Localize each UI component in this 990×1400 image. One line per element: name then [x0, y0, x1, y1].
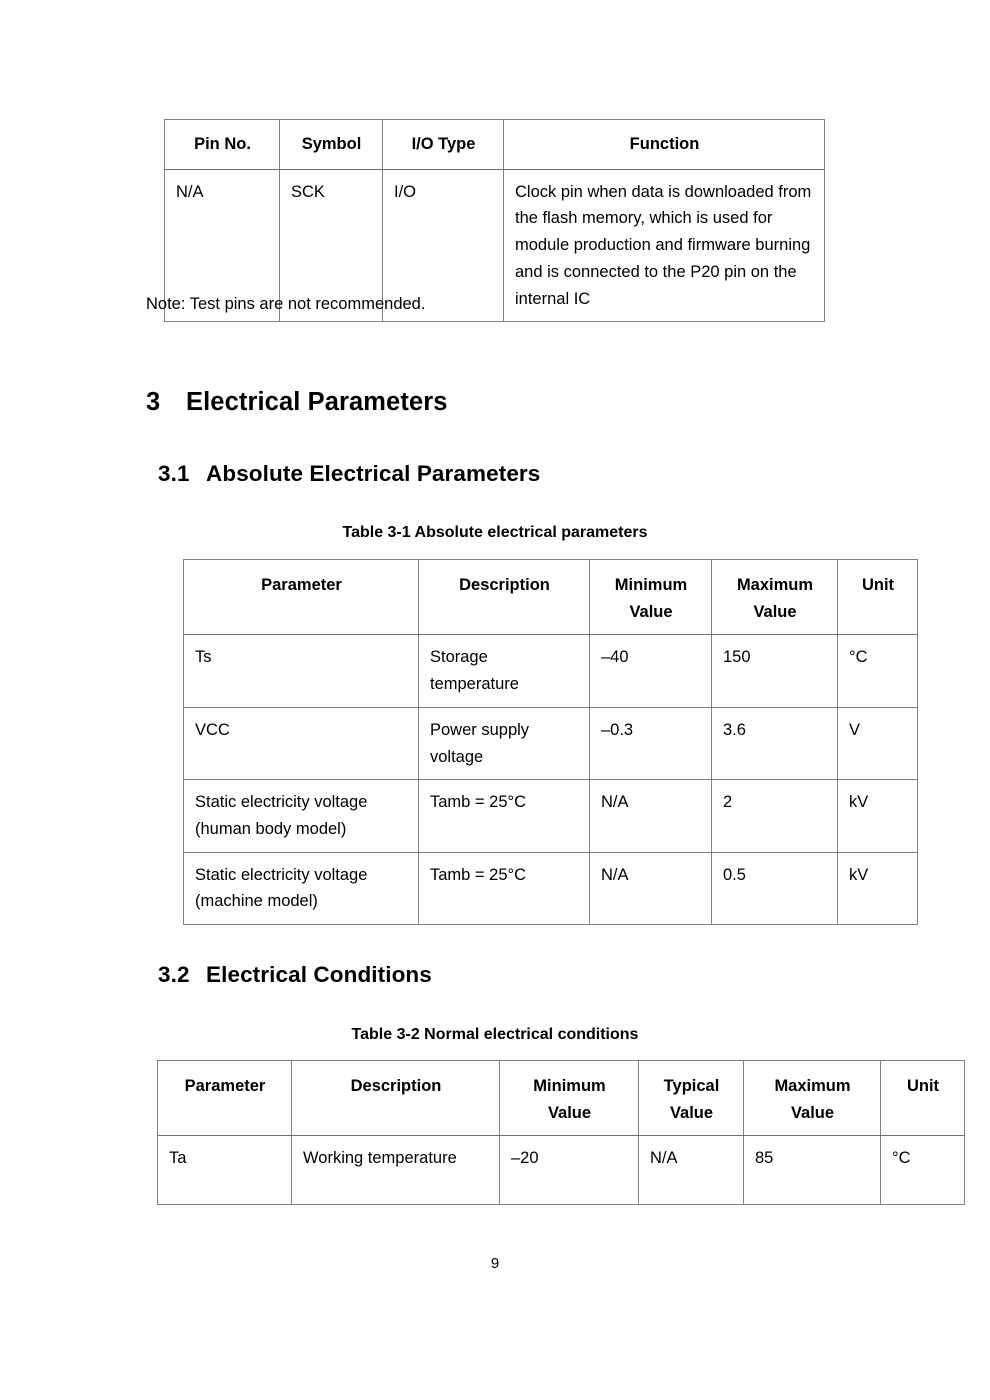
section-heading-3 [146, 388, 448, 417]
table-row [184, 707, 918, 779]
table-3-2-header [158, 1061, 965, 1136]
table-3-1-cell-description: Tamb = 25°C [419, 780, 590, 852]
header-line-1: Parameter [261, 576, 342, 594]
table-3-1-header-unit [838, 560, 918, 635]
table-3-1-cell-parameter: Ts [184, 635, 419, 707]
table-3-2-header-maximum-value [744, 1061, 881, 1136]
table-3-1-cell-minimum: N/A [590, 780, 712, 852]
table-3-2-cell-description: Working temperature [292, 1136, 500, 1205]
table-row [184, 852, 918, 924]
table-3-1-cell-minimum: –0.3 [590, 707, 712, 779]
absolute-electrical-parameters-table [183, 559, 918, 925]
section-heading-3-number: 3 [146, 388, 161, 416]
table-3-2-header-parameter [158, 1061, 292, 1136]
table-3-1-cell-parameter: Static electricity voltage (human body model) [184, 780, 419, 852]
pin-table-header-pin-no: Pin No. [165, 120, 280, 170]
table-3-2-header-minimum-value [500, 1061, 639, 1136]
table-header-row [165, 120, 825, 170]
pin-table-cell-io-type: I/O [383, 169, 504, 322]
note-text: Note: Test pins are not recommended. [146, 295, 426, 313]
table-3-1-header [184, 560, 918, 635]
table-3-2-header-typical-value [639, 1061, 744, 1136]
header-line-1: Typical [663, 1077, 720, 1095]
table-3-1-cell-description: Power supply voltage [419, 707, 590, 779]
table-3-1-cell-description: Storage temperature [419, 635, 590, 707]
header-line-1: Maximum [736, 576, 814, 594]
header-line-1: Description [350, 1077, 442, 1095]
header-line-1: Unit [861, 576, 895, 594]
section-heading-3-2-number: 3.2 [158, 962, 190, 987]
header-line-1: Unit [906, 1077, 940, 1095]
table-3-1-cell-unit: V [838, 707, 918, 779]
table-3-2-cell-maximum: 85 [744, 1136, 881, 1205]
table-3-1-header-parameter [184, 560, 419, 635]
header-line-2: Value [547, 1103, 592, 1122]
table-3-1-cell-description: Tamb = 25°C [419, 852, 590, 924]
pin-table-cell-function: Clock pin when data is downloaded from the flash memory, which is used for module production and firmware burning and is connected to the P20 pin on the internal IC [504, 169, 825, 322]
pin-table-cell-pin-no: N/A [165, 169, 280, 322]
section-heading-3-2 [158, 962, 432, 988]
table-3-1-cell-maximum: 2 [712, 780, 838, 852]
table-3-1-cell-maximum: 150 [712, 635, 838, 707]
pin-table-header-io-type: I/O Type [383, 120, 504, 170]
header-line-2: Value [669, 1103, 714, 1122]
table-header-row [158, 1061, 965, 1136]
header-line-1: Minimum [614, 576, 688, 594]
table-3-2-cell-parameter: Ta [158, 1136, 292, 1205]
header-line-1: Maximum [774, 1077, 851, 1095]
table-row [184, 635, 918, 707]
table-3-1-cell-unit: °C [838, 635, 918, 707]
section-heading-3-2-title: Electrical Conditions [206, 962, 432, 987]
table-3-1-cell-unit: kV [838, 780, 918, 852]
table-3-1-cell-maximum: 3.6 [712, 707, 838, 779]
pin-table-header-symbol: Symbol [280, 120, 383, 170]
table-row [184, 780, 918, 852]
header-line-1: Minimum [533, 1077, 606, 1095]
pin-table-cell-symbol: SCK [280, 169, 383, 322]
normal-electrical-conditions-table [157, 1060, 965, 1205]
table-3-2-cell-typical: N/A [639, 1136, 744, 1205]
header-line-1: Parameter [184, 1077, 266, 1095]
table-3-2-header-unit [881, 1061, 965, 1136]
header-line-2: Value [629, 602, 673, 621]
section-heading-3-1-number: 3.1 [158, 461, 190, 486]
section-heading-3-1 [158, 461, 540, 487]
table-3-1-header-maximum-value [712, 560, 838, 635]
page-number: 9 [490, 1255, 500, 1272]
table-3-1-body [184, 635, 918, 925]
table-3-2-cell-unit: °C [881, 1136, 965, 1205]
table-3-1-header-minimum-value [590, 560, 712, 635]
table-3-2-caption: Table 3-2 Normal electrical conditions [351, 1026, 639, 1043]
table-3-2-body [158, 1136, 965, 1205]
header-line-1: Description [459, 576, 550, 594]
table-3-1-cell-parameter: Static electricity voltage (machine model) [184, 852, 419, 924]
pin-table-header-function: Function [504, 120, 825, 170]
table-3-1-cell-parameter: VCC [184, 707, 419, 779]
table-3-2-cell-minimum: –20 [500, 1136, 639, 1205]
header-line-2: Value [753, 602, 797, 621]
table-3-1-caption: Table 3-1 Absolute electrical parameters [342, 524, 648, 541]
table-header-row [184, 560, 918, 635]
table-3-1-cell-unit: kV [838, 852, 918, 924]
table-3-2-header-description [292, 1061, 500, 1136]
table-3-1-cell-minimum: N/A [590, 852, 712, 924]
pin-table-header [165, 120, 825, 170]
section-heading-3-title: Electrical Parameters [186, 388, 448, 416]
table-3-1-cell-maximum: 0.5 [712, 852, 838, 924]
table-3-1-cell-minimum: –40 [590, 635, 712, 707]
table-3-1-header-description [419, 560, 590, 635]
section-heading-3-1-title: Absolute Electrical Parameters [206, 461, 541, 486]
header-line-2: Value [790, 1103, 835, 1122]
table-row [158, 1136, 965, 1205]
